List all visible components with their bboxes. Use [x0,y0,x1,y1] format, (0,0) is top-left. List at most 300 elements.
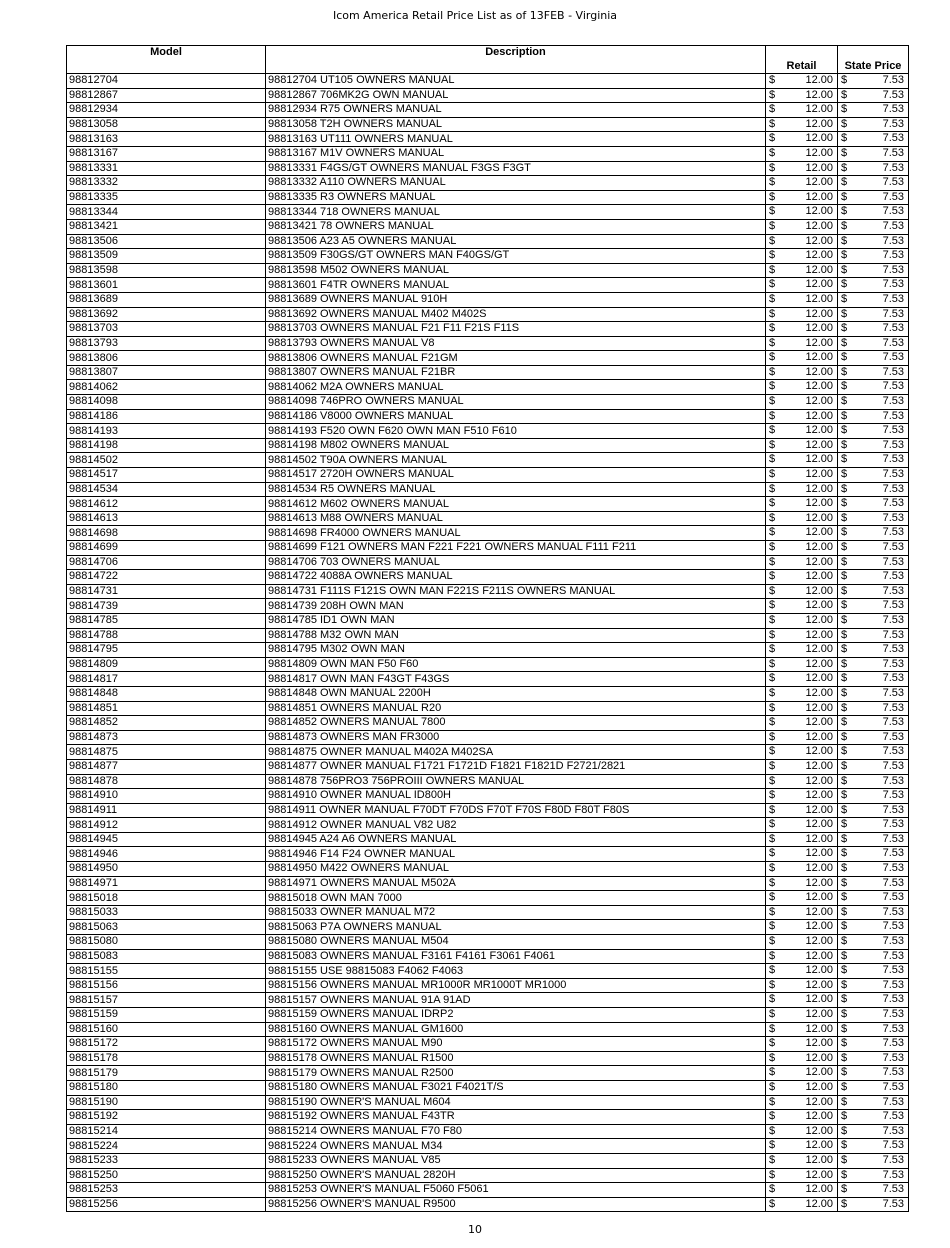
table-row [67,978,909,993]
description-cell: 98814098 746PRO OWNERS MANUAL [266,395,766,410]
table-row [67,599,909,614]
description-cell: 98815192 OWNERS MANUAL F43TR [266,1110,766,1125]
state-price-cell [838,234,909,249]
model-cell: 98813344 [67,205,266,220]
state-price-amount: 7.53 [882,380,904,393]
table-row [67,716,909,731]
model-cell: 98814098 [67,395,266,410]
description-cell: 98813689 OWNERS MANUAL 910H [266,292,766,307]
currency-symbol: $ [841,1139,848,1152]
currency-symbol: $ [841,176,848,189]
model-cell: 98812867 [67,88,266,103]
currency-symbol: $ [841,1051,848,1064]
table-row [67,541,909,556]
model-cell: 98813421 [67,219,266,234]
state-price-amount: 7.53 [882,657,904,670]
state-price-cell [838,351,909,366]
state-price-cell [838,132,909,147]
currency-symbol: $ [769,789,776,802]
state-price-amount: 7.53 [882,322,904,335]
currency-symbol: $ [769,336,776,349]
state-price-cell [838,745,909,760]
state-price-cell [838,1066,909,1081]
model-cell: 98814722 [67,570,266,585]
state-price-amount: 7.53 [882,1139,904,1152]
currency-symbol: $ [769,103,776,116]
column-header-model: Model [67,46,266,74]
description-cell: 98814945 A24 A6 OWNERS MANUAL [266,832,766,847]
description-cell: 98814706 703 OWNERS MANUAL [266,555,766,570]
retail-amount: 12.00 [805,1153,833,1166]
state-price-cell [838,103,909,118]
description-cell: 98815250 OWNER'S MANUAL 2820H [266,1168,766,1183]
model-cell: 98812704 [67,74,266,89]
description-cell: 98814852 OWNERS MANUAL 7800 [266,716,766,731]
description-cell: 98813335 R3 OWNERS MANUAL [266,190,766,205]
retail-cell [766,628,838,643]
state-price-cell [838,395,909,410]
retail-amount: 12.00 [805,146,833,159]
currency-symbol: $ [841,161,848,174]
model-cell: 98814795 [67,643,266,658]
currency-symbol: $ [841,511,848,524]
state-price-amount: 7.53 [882,205,904,218]
table-row [67,395,909,410]
state-price-cell [838,1124,909,1139]
currency-symbol: $ [769,117,776,130]
currency-symbol: $ [841,365,848,378]
currency-symbol: $ [769,920,776,933]
currency-symbol: $ [841,716,848,729]
retail-amount: 12.00 [805,380,833,393]
currency-symbol: $ [841,876,848,889]
retail-cell [766,730,838,745]
table-row [67,380,909,395]
retail-amount: 12.00 [805,628,833,641]
description-cell: 98815156 OWNERS MANUAL MR1000R MR1000T MR1000 [266,978,766,993]
currency-symbol: $ [841,891,848,904]
state-price-cell [838,1037,909,1052]
model-cell: 98814534 [67,482,266,497]
description-cell: 98815233 OWNERS MANUAL V85 [266,1153,766,1168]
retail-amount: 12.00 [805,468,833,481]
state-price-cell [838,468,909,483]
state-price-cell [838,920,909,935]
state-price-cell [838,263,909,278]
table-row [67,935,909,950]
currency-symbol: $ [769,132,776,145]
currency-symbol: $ [841,409,848,422]
currency-symbol: $ [841,263,848,276]
table-row [67,453,909,468]
state-price-cell [838,803,909,818]
currency-symbol: $ [841,497,848,510]
model-cell: 98813793 [67,336,266,351]
model-cell: 98815233 [67,1153,266,1168]
currency-symbol: $ [841,584,848,597]
state-price-amount: 7.53 [882,161,904,174]
state-price-cell [838,891,909,906]
table-row [67,774,909,789]
retail-amount: 12.00 [805,1022,833,1035]
table-row [67,672,909,687]
page-title: Icom America Retail Price List as of 13FEB - Virginia [332,9,618,22]
state-price-amount: 7.53 [882,730,904,743]
state-price-cell [838,1197,909,1212]
state-price-cell [838,161,909,176]
retail-amount: 12.00 [805,1080,833,1093]
state-price-cell [838,978,909,993]
retail-amount: 12.00 [805,759,833,772]
retail-cell [766,1080,838,1095]
model-cell: 98814788 [67,628,266,643]
state-price-amount: 7.53 [882,584,904,597]
retail-cell [766,1168,838,1183]
description-cell: 98813344 718 OWNERS MANUAL [266,205,766,220]
currency-symbol: $ [769,818,776,831]
description-cell: 98814788 M32 OWN MAN [266,628,766,643]
state-price-amount: 7.53 [882,745,904,758]
currency-symbol: $ [769,1168,776,1181]
currency-symbol: $ [769,628,776,641]
state-price-amount: 7.53 [882,862,904,875]
retail-amount: 12.00 [805,263,833,276]
table-row [67,613,909,628]
retail-cell [766,672,838,687]
state-price-cell [838,1095,909,1110]
retail-cell [766,234,838,249]
state-price-cell [838,1080,909,1095]
retail-amount: 12.00 [805,978,833,991]
model-cell: 98815033 [67,905,266,920]
state-price-amount: 7.53 [882,1066,904,1079]
state-price-amount: 7.53 [882,891,904,904]
retail-amount: 12.00 [805,993,833,1006]
state-price-amount: 7.53 [882,511,904,524]
table-row [67,905,909,920]
currency-symbol: $ [769,453,776,466]
currency-symbol: $ [841,74,848,86]
currency-symbol: $ [769,219,776,232]
model-cell: 98814062 [67,380,266,395]
description-cell: 98814878 756PRO3 756PROIII OWNERS MANUAL [266,774,766,789]
state-price-amount: 7.53 [882,978,904,991]
retail-cell [766,1037,838,1052]
currency-symbol: $ [769,380,776,393]
currency-symbol: $ [769,234,776,247]
currency-symbol: $ [769,599,776,612]
currency-symbol: $ [769,730,776,743]
currency-symbol: $ [841,964,848,977]
state-price-amount: 7.53 [882,219,904,232]
retail-cell [766,161,838,176]
retail-amount: 12.00 [805,74,833,86]
retail-amount: 12.00 [805,935,833,948]
retail-amount: 12.00 [805,716,833,729]
state-price-amount: 7.53 [882,876,904,889]
table-row [67,307,909,322]
currency-symbol: $ [769,482,776,495]
state-price-cell [838,190,909,205]
retail-cell [766,584,838,599]
currency-symbol: $ [841,730,848,743]
currency-symbol: $ [769,803,776,816]
retail-cell [766,891,838,906]
retail-amount: 12.00 [805,511,833,524]
state-price-cell [838,716,909,731]
table-row [67,1037,909,1052]
table-row [67,365,909,380]
description-cell: 98814911 OWNER MANUAL F70DT F70DS F70T F70S F80D F80T F80S [266,803,766,818]
retail-cell [766,249,838,264]
retail-cell [766,920,838,935]
retail-cell [766,1066,838,1081]
currency-symbol: $ [769,847,776,860]
currency-symbol: $ [841,146,848,159]
retail-cell [766,832,838,847]
state-price-cell [838,935,909,950]
retail-cell [766,219,838,234]
retail-amount: 12.00 [805,643,833,656]
state-price-amount: 7.53 [882,336,904,349]
model-cell: 98813332 [67,176,266,191]
state-price-amount: 7.53 [882,599,904,612]
currency-symbol: $ [841,978,848,991]
currency-symbol: $ [769,701,776,714]
description-cell: 98814795 M302 OWN MAN [266,643,766,658]
retail-amount: 12.00 [805,1051,833,1064]
state-price-cell [838,1022,909,1037]
retail-cell [766,117,838,132]
model-cell: 98815256 [67,1197,266,1212]
currency-symbol: $ [841,190,848,203]
table-row [67,832,909,847]
retail-amount: 12.00 [805,803,833,816]
model-cell: 98815192 [67,1110,266,1125]
retail-amount: 12.00 [805,438,833,451]
description-cell: 98814517 2720H OWNERS MANUAL [266,468,766,483]
currency-symbol: $ [841,1080,848,1093]
retail-cell [766,745,838,760]
retail-amount: 12.00 [805,599,833,612]
retail-amount: 12.00 [805,249,833,262]
currency-symbol: $ [769,1183,776,1196]
retail-amount: 12.00 [805,847,833,860]
retail-cell [766,803,838,818]
table-row [67,730,909,745]
state-price-cell [838,701,909,716]
currency-symbol: $ [769,555,776,568]
table-row [67,278,909,293]
table-header [67,46,909,74]
retail-cell [766,351,838,366]
model-cell: 98814817 [67,672,266,687]
currency-symbol: $ [769,993,776,1006]
model-cell: 98812934 [67,103,266,118]
model-cell: 98813163 [67,132,266,147]
retail-cell [766,453,838,468]
retail-amount: 12.00 [805,1066,833,1079]
currency-symbol: $ [841,424,848,437]
state-price-amount: 7.53 [882,146,904,159]
currency-symbol: $ [841,759,848,772]
state-price-amount: 7.53 [882,307,904,320]
state-price-amount: 7.53 [882,1153,904,1166]
model-cell: 98815214 [67,1124,266,1139]
state-price-amount: 7.53 [882,424,904,437]
table-row [67,993,909,1008]
currency-symbol: $ [769,1008,776,1020]
description-cell: 98813331 F4GS/GT OWNERS MANUAL F3GS F3GT [266,161,766,176]
table-row [67,759,909,774]
retail-amount: 12.00 [805,322,833,335]
model-cell: 98814852 [67,716,266,731]
state-price-cell [838,949,909,964]
currency-symbol: $ [841,278,848,291]
description-cell: 98814186 V8000 OWNERS MANUAL [266,409,766,424]
model-cell: 98815178 [67,1051,266,1066]
description-cell: 98813692 OWNERS MANUAL M402 M402S [266,307,766,322]
state-price-amount: 7.53 [882,103,904,116]
currency-symbol: $ [769,395,776,408]
table-row [67,1008,909,1023]
table-row [67,803,909,818]
table-row [67,1110,909,1125]
retail-amount: 12.00 [805,832,833,845]
currency-symbol: $ [769,526,776,539]
description-cell: 98815190 OWNER'S MANUAL M604 [266,1095,766,1110]
description-cell: 98815214 OWNERS MANUAL F70 F80 [266,1124,766,1139]
retail-cell [766,1008,838,1023]
currency-symbol: $ [769,74,776,86]
retail-amount: 12.00 [805,409,833,422]
state-price-cell [838,657,909,672]
currency-symbol: $ [841,774,848,787]
description-cell: 98815253 OWNER'S MANUAL F5060 F5061 [266,1183,766,1198]
retail-amount: 12.00 [805,190,833,203]
model-cell: 98815180 [67,1080,266,1095]
table-row [67,1080,909,1095]
model-cell: 98814698 [67,526,266,541]
retail-amount: 12.00 [805,613,833,626]
model-cell: 98815160 [67,1022,266,1037]
currency-symbol: $ [841,949,848,962]
state-price-cell [838,905,909,920]
description-cell: 98813058 T2H OWNERS MANUAL [266,117,766,132]
state-price-amount: 7.53 [882,920,904,933]
table-row [67,234,909,249]
retail-cell [766,278,838,293]
table-row [67,1095,909,1110]
description-cell: 98815033 OWNER MANUAL M72 [266,905,766,920]
retail-cell [766,190,838,205]
state-price-cell [838,876,909,891]
state-price-cell [838,249,909,264]
currency-symbol: $ [769,190,776,203]
table-row [67,1139,909,1154]
state-price-cell [838,176,909,191]
currency-symbol: $ [769,1124,776,1137]
model-cell: 98813807 [67,365,266,380]
state-price-amount: 7.53 [882,686,904,699]
state-price-cell [838,205,909,220]
table-row [67,482,909,497]
retail-amount: 12.00 [805,818,833,831]
currency-symbol: $ [769,716,776,729]
table-row [67,1183,909,1198]
retail-cell [766,686,838,701]
retail-cell [766,701,838,716]
state-price-amount: 7.53 [882,847,904,860]
state-price-amount: 7.53 [882,716,904,729]
currency-symbol: $ [769,146,776,159]
currency-symbol: $ [841,1008,848,1020]
table-row [67,205,909,220]
retail-cell [766,380,838,395]
currency-symbol: $ [769,672,776,685]
state-price-amount: 7.53 [882,409,904,422]
retail-amount: 12.00 [805,365,833,378]
currency-symbol: $ [841,351,848,364]
description-cell: 98814534 R5 OWNERS MANUAL [266,482,766,497]
table-row [67,949,909,964]
currency-symbol: $ [841,789,848,802]
currency-symbol: $ [841,672,848,685]
state-price-amount: 7.53 [882,234,904,247]
table-row [67,686,909,701]
table-row [67,190,909,205]
retail-amount: 12.00 [805,862,833,875]
description-cell: 98814739 208H OWN MAN [266,599,766,614]
retail-cell [766,876,838,891]
retail-cell [766,935,838,950]
description-cell: 98815080 OWNERS MANUAL M504 [266,935,766,950]
currency-symbol: $ [769,613,776,626]
currency-symbol: $ [769,278,776,291]
state-price-cell [838,365,909,380]
description-cell: 98814785 ID1 OWN MAN [266,613,766,628]
state-price-cell [838,409,909,424]
retail-cell [766,468,838,483]
description-cell: 98813807 OWNERS MANUAL F21BR [266,365,766,380]
state-price-amount: 7.53 [882,905,904,918]
description-cell: 98814613 M88 OWNERS MANUAL [266,511,766,526]
retail-cell [766,613,838,628]
retail-amount: 12.00 [805,205,833,218]
model-cell: 98814785 [67,613,266,628]
model-cell: 98815157 [67,993,266,1008]
currency-symbol: $ [841,336,848,349]
retail-cell [766,526,838,541]
table-row [67,876,909,891]
description-cell: 98814722 4088A OWNERS MANUAL [266,570,766,585]
retail-cell [766,599,838,614]
currency-symbol: $ [841,541,848,553]
state-price-amount: 7.53 [882,1124,904,1137]
description-cell: 98815018 OWN MAN 7000 [266,891,766,906]
description-cell: 98814946 F14 F24 OWNER MANUAL [266,847,766,862]
model-cell: 98813509 [67,249,266,264]
state-price-amount: 7.53 [882,1197,904,1210]
retail-amount: 12.00 [805,701,833,714]
table-row [67,322,909,337]
state-price-amount: 7.53 [882,832,904,845]
currency-symbol: $ [769,584,776,597]
description-cell: 98815180 OWNERS MANUAL F3021 F4021T/S [266,1080,766,1095]
state-price-cell [838,584,909,599]
currency-symbol: $ [841,832,848,845]
retail-cell [766,176,838,191]
